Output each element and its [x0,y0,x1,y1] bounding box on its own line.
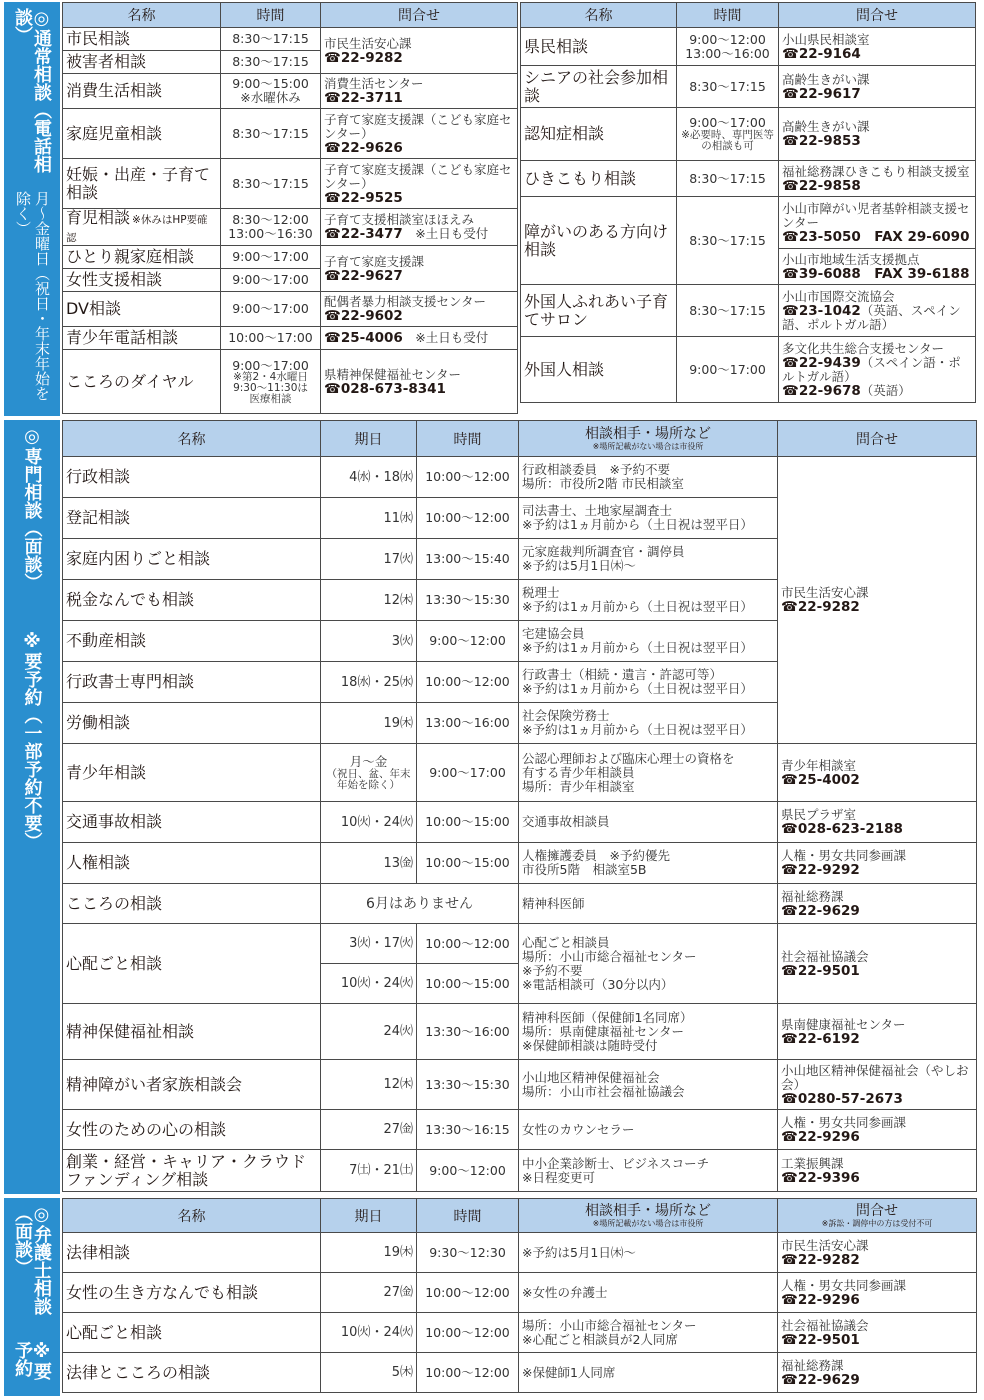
col-header-name: 名称 [63,1199,321,1233]
table-row-desc: 場所：小山市総合福祉センター ※心配ごと相談員が2人同席 [519,1313,778,1353]
table-row-name: ひきこもり相談 [521,161,677,197]
section1-sidebar [4,2,60,416]
table-row-contact: ☎25-4006 ※土日も受付 [321,327,518,350]
col-header-name: 名称 [63,3,221,28]
table-row-time: 9:00〜17:00 [221,292,321,327]
table-row-contact: 小山地区精神保健福祉会（やしお会） ☎0280-57-2673 [778,1060,977,1110]
phone-number: ☎22-9282 [324,49,403,66]
table-row-name: 行政相談 [63,457,321,498]
section1-subtitle: 月〜金曜日（祝日・年末年始を除く） [14,191,51,402]
table-row-name: ひとり親家庭相談 [63,246,221,269]
table-row-desc: 宅建協会員 ※予約は1ヵ月前から（土日祝は翌平日） [519,621,778,662]
table-row-desc: 行政相談委員 ※予約不要 場所：市役所2階 市民相談室 [519,457,778,498]
table-row-name: 障がいのある方向け相談 [521,197,677,285]
col-header-name: 名称 [63,421,321,457]
table-row-date: 12㈭ [321,1060,417,1110]
table-row-contact: 小山市国際交流協会 ☎23-1042（英語、スペイン語、ポルトガル語） [779,285,976,337]
table-row-time: 8:30〜17:15 [677,197,779,285]
table-row-time: 9:00〜17:00 [221,246,321,269]
table-row-time: 10:00〜15:00 [417,802,519,843]
table-row-desc: ※保健師1人同席 [519,1353,778,1393]
table-row-time: 9:00〜12:00 [417,1150,519,1192]
table-row-desc: 税理士 ※予約は1ヵ月前から（土日祝は翌平日） [519,580,778,621]
table-row-date: 19㈭ [321,703,417,744]
table-row-date: 4㈬・18㈬ [321,457,417,498]
table-row-name: 労働相談 [63,703,321,744]
table-row-name: 青少年相談 [63,744,321,802]
table-row-contact: 高齢生きがい課 ☎22-9853 [779,108,976,161]
table-row-contact: 社会福祉協議会 ☎22-9501 [778,924,977,1004]
table-row-name: 行政書士専門相談 [63,662,321,703]
table-row-date: 13㈮ [321,843,417,884]
table-row-date: 12㈭ [321,580,417,621]
table-row-time: 9:00〜17:00 [221,269,321,292]
col-header-time: 時間 [417,421,519,457]
table-row-name: 人権相談 [63,843,321,884]
table-row-time: 8:30〜17:15 [221,159,321,209]
table-row-desc: 精神科医師 [519,884,778,924]
table-row-time: 8:30〜17:15 [677,161,779,197]
col-header-contact: 問合せ [321,3,518,28]
table-row-name: 認知症相談 [521,108,677,161]
table-row-name: 消費生活相談 [63,74,221,109]
table-row-date: 6月はありません [321,884,519,924]
table-row-desc: 女性のカウンセラー [519,1110,778,1150]
table-row-contact: 人権・男女共同参画課 ☎22-9296 [778,1273,977,1313]
table-row-contact: 小山市障がい児者基幹相談支援センター ☎23-5050 FAX 29-6090 [779,197,976,249]
table-row-time: 10:00〜12:00 [417,1273,519,1313]
section2-table [62,420,977,1192]
table-row-contact: 人権・男女共同参画課 ☎22-9296 [778,1110,977,1150]
table-row-name: 不動産相談 [63,621,321,662]
table-row-contact: 消費生活センター ☎22-3711 [321,74,518,109]
table-row-name: こころのダイヤル [63,350,221,414]
table-row-contact: 県民プラザ室 ☎028-623-2188 [778,802,977,843]
col-header-desc: 相談相手・場所など ※場所記載がない場合は市役所 [519,1199,778,1233]
table-row-time: 10:00〜12:00 [417,662,519,703]
table-row-desc: 人権擁護委員 ※予約優先 市役所5階 相談室5B [519,843,778,884]
table-row-name: 県民相談 [521,28,677,66]
section1-left-table [62,2,518,414]
col-header-date: 期日 [321,421,417,457]
col-header-date: 期日 [321,1199,417,1233]
section3-table [62,1198,977,1393]
table-row-name: 青少年電話相談 [63,327,221,350]
table-row-name: 創業・経営・キャリア・クラウドファンディング相談 [63,1150,321,1192]
table-row-time: 13:30〜15:30 [417,1060,519,1110]
table-row-date: 18㈬・25㈬ [321,662,417,703]
table-row-name: 法律相談 [63,1233,321,1273]
table-row-name: 外国人相談 [521,337,677,403]
table-row-time: 9:00〜17:00 [417,744,519,802]
table-row-time: 8:30〜17:15 [221,51,321,74]
table-row-contact: 市民生活安心課 ☎22-9282 [321,28,518,74]
table-row-date: 3㈫・17㈫ [321,924,417,964]
col-header-desc: 相談相手・場所など ※場所記載がない場合は市役所 [519,421,778,457]
table-row-desc: 公認心理師および臨床心理士の資格を 有する青少年相談員 場所：青少年相談室 [519,744,778,802]
table-row-name: 心配ごと相談 [63,924,321,1004]
col-header-time: 時間 [417,1199,519,1233]
table-row-date: 17㈫ [321,539,417,580]
table-row-time: 10:00〜12:00 [417,1353,519,1393]
table-row-time: 8:30〜17:15 [221,28,321,51]
table-row-time: 10:00〜15:00 [417,843,519,884]
table-row-desc: ※女性の弁護士 [519,1273,778,1313]
table-row-name: 税金なんでも相談 [63,580,321,621]
table-row-time: 9:00〜17:00 [677,337,779,403]
table-row-name: 女性のための心の相談 [63,1110,321,1150]
table-row-time: 9:30〜12:30 [417,1233,519,1273]
table-row-contact: 子育て家庭支援課（こども家庭センター） ☎22-9525 [321,159,518,209]
table-row-name: DV相談 [63,292,221,327]
table-row-name: シニアの社会参加相談 [521,66,677,108]
table-row-contact: 配偶者暴力相談支援センター ☎22-9602 [321,292,518,327]
col-header-contact: 問合せ [778,421,977,457]
table-row-contact: 工業振興課 ☎22-9396 [778,1150,977,1192]
table-row-contact: 福祉総務課 ☎22-9629 [778,884,977,924]
table-row-date: 3㈫ [321,621,417,662]
col-header-contact: 問合せ ※訴訟・調停中の方は受付不可 [778,1199,977,1233]
table-row-contact: 青少年相談室 ☎25-4002 [778,744,977,802]
table-row-time: 10:00〜12:00 [417,924,519,964]
table-row-desc: 精神科医師（保健師1名同席） 場所：県南健康福祉センター ※保健師相談は随時受付 [519,1004,778,1060]
table-row-name: 精神障がい者家族相談会 [63,1060,321,1110]
table-row-time: 8:30〜17:15 [677,66,779,108]
table-row-contact: 子育て家庭支援課 ☎22-9627 [321,246,518,292]
table-row-desc: 元家庭裁判所調査官・調停員 ※予約は5月1日㈭〜 [519,539,778,580]
table-row-contact: 社会福祉協議会 ☎22-9501 [778,1313,977,1353]
table-row-name: 登記相談 [63,498,321,539]
table-row-name: 法律とこころの相談 [63,1353,321,1393]
section1-right-table [520,2,976,403]
table-row-contact: 子育て支援相談室ほほえみ ☎22-3477 ※土日も受付 [321,209,518,246]
table-row-contact: 福祉総務課ひきこもり相談支援室 ☎22-9858 [779,161,976,197]
table-row-name: こころの相談 [63,884,321,924]
table-row-time: 13:30〜16:00 [417,1004,519,1060]
table-row-desc: 司法書士、土地家屋調査士 ※予約は1ヵ月前から（土日祝は翌平日） [519,498,778,539]
section2-subtitle: ※要予約（一部予約不要） [21,631,43,850]
section3-subtitle: ※要予約 [12,1341,52,1381]
table-row-name: 交通事故相談 [63,802,321,843]
table-row-contact: 県南健康福祉センター ☎22-6192 [778,1004,977,1060]
table-row-date: 27㈮ [321,1273,417,1313]
table-row-name: 市民相談 [63,28,221,51]
table-row-date: 27㈮ [321,1110,417,1150]
table-row-time: 10:00〜15:00 [417,964,519,1004]
table-row-time: 8:30〜17:15 [677,285,779,337]
table-row-desc: ※予約は5月1日㈭〜 [519,1233,778,1273]
table-row-date: 10㈫・24㈫ [321,1313,417,1353]
table-row-name: 外国人ふれあい子育てサロン [521,285,677,337]
table-row-contact: 多文化共生総合支援センター ☎22-9439（スペイン語・ポルトガル語） ☎22-9678（英語） [779,337,976,403]
table-row-date: 11㈬ [321,498,417,539]
col-header-time: 時間 [677,3,779,28]
table-row-desc: 行政書士（相続・遺言・許認可等） ※予約は1ヵ月前から（土日祝は翌平日） [519,662,778,703]
table-row-time: 10:00〜12:00 [417,498,519,539]
table-row-name: 家庭児童相談 [63,109,221,159]
table-row-contact: 人権・男女共同参画課 ☎22-9292 [778,843,977,884]
table-row-time: 9:00〜12:00 [417,621,519,662]
table-row-contact: 子育て家庭支援課（こども家庭センター） ☎22-9626 [321,109,518,159]
table-row-date: 10㈫・24㈫ [321,964,417,1004]
section1-title: ◎通常相談（電話相談） [12,8,52,173]
table-row-time: 13:30〜16:15 [417,1110,519,1150]
table-row-name: 女性支援相談 [63,269,221,292]
table-row-desc: 交通事故相談員 [519,802,778,843]
table-row-time: 9:00〜17:00 ※必要時、専門医等の相談も可 [677,108,779,161]
section2-sidebar [4,420,60,1194]
table-row-date: 月〜金 （祝日、盆、年末年始を除く） [321,744,417,802]
table-row-date: 19㈭ [321,1233,417,1273]
table-row-name: 精神保健福祉相談 [63,1004,321,1060]
table-row-contact: 市民生活安心課 ☎22-9282 [778,1233,977,1273]
table-row-contact: 福祉総務課 ☎22-9629 [778,1353,977,1393]
table-row-desc: 社会保険労務士 ※予約は1ヵ月前から（土日祝は翌平日） [519,703,778,744]
col-header-time: 時間 [221,3,321,28]
section2-title: ◎専門相談（面談） [21,426,43,591]
table-row-contact: 小山市地域生活支援拠点 ☎39-6088 FAX 39-6188 [779,249,976,285]
table-row-time: 9:00〜15:00 ※水曜休み [221,74,321,109]
table-row-desc: 小山地区精神保健福祉会 場所：小山市社会福祉協議会 [519,1060,778,1110]
table-row-name: 心配ごと相談 [63,1313,321,1353]
col-header-name: 名称 [521,3,677,28]
table-row-time: 13:00〜16:00 [417,703,519,744]
table-row-contact: 市民生活安心課 ☎22-9282 [778,457,977,744]
section3-title: ◎弁護士相談（面談） [12,1204,52,1315]
table-row-date: 24㈫ [321,1004,417,1060]
table-row-desc: 中小企業診断士、ビジネスコーチ ※日程変更可 [519,1150,778,1192]
table-row-contact: 高齢生きがい課 ☎22-9617 [779,66,976,108]
table-row-contact: 県精神保健福祉センター ☎028-673-8341 [321,350,518,414]
table-row-date: 7㈯・21㈯ [321,1150,417,1192]
table-row-time: 9:00〜17:00 ※第2・4水曜日 9:30〜11:30は 医療相談 [221,350,321,414]
table-row-date: 5㈭ [321,1353,417,1393]
table-row-name: 妊娠・出産・子育て相談 [63,159,221,209]
table-row-time: 13:30〜15:30 [417,580,519,621]
table-row-time: 10:00〜12:00 [417,457,519,498]
table-row-desc: 心配ごと相談員 場所：小山市総合福祉センター ※予約不要 ※電話相談可（30分以内） [519,924,778,1004]
table-row-time: 13:00〜15:40 [417,539,519,580]
table-row-time: 8:30〜17:15 [221,109,321,159]
table-row-time: 10:00〜12:00 [417,1313,519,1353]
table-row-name: 女性の生き方なんでも相談 [63,1273,321,1313]
col-header-contact: 問合せ [779,3,976,28]
table-row-date: 10㈫・24㈫ [321,802,417,843]
table-row-name: 育児相談 ※休みはHP要確認 [63,209,221,246]
section3-sidebar [4,1198,60,1396]
table-row-name: 家庭内困りごと相談 [63,539,321,580]
table-row-time: 9:00〜12:00 13:00〜16:00 [677,28,779,66]
table-row-time: 8:30〜12:00 13:00〜16:30 [221,209,321,246]
table-row-name: 被害者相談 [63,51,221,74]
table-row-time: 10:00〜17:00 [221,327,321,350]
table-row-contact: 小山県民相談室 ☎22-9164 [779,28,976,66]
